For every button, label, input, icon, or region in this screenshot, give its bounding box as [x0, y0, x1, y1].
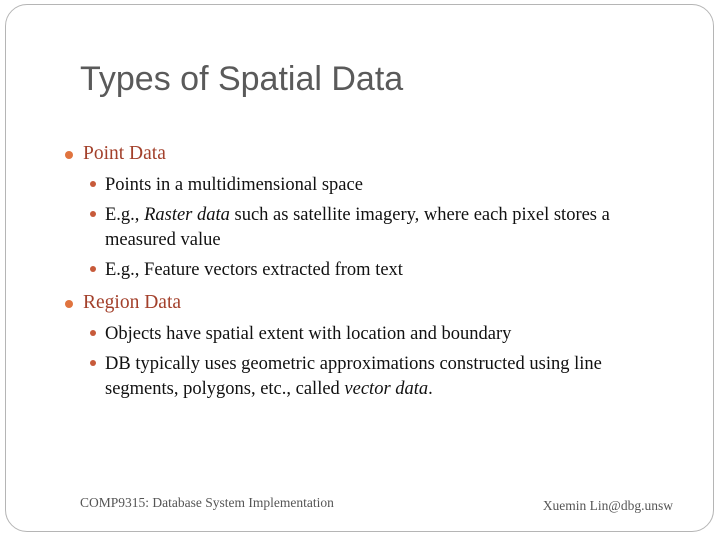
sub-bullet — [105, 258, 403, 283]
bullet-point-data — [83, 143, 166, 165]
slide-title: Types of Spatial Data — [80, 60, 404, 98]
bullet-text: E.g., — [105, 205, 145, 225]
bullet-icon — [90, 266, 96, 272]
bullet-icon — [90, 330, 96, 336]
bullet-text: Points in a multidimensional space — [105, 175, 363, 195]
bullet-emphasis: vector data — [344, 379, 429, 399]
bullet-text: measured value — [105, 230, 221, 250]
sub-bullet — [105, 203, 610, 253]
bullet-icon — [65, 300, 73, 308]
bullet-icon — [90, 360, 96, 366]
sub-bullet — [105, 352, 602, 402]
bullet-label: Region Data — [83, 292, 182, 313]
footer-course: COMP9315: Database System Implementation — [80, 495, 334, 510]
bullet-text: such as satellite imagery, where each pixel stores a — [229, 205, 610, 225]
footer-author: Xuemin Lin@dbg.unsw — [542, 498, 673, 513]
bullet-icon — [90, 181, 96, 187]
bullet-icon — [65, 151, 73, 159]
bullet-text: segments, polygons, etc., called — [105, 379, 345, 399]
sub-bullet — [105, 322, 511, 347]
bullet-text: DB typically uses geometric approximations constructed using line — [105, 354, 602, 374]
bullet-emphasis: Raster data — [144, 205, 230, 225]
bullet-text: . — [428, 379, 433, 399]
bullet-icon — [90, 211, 96, 217]
bullet-region-data — [83, 292, 181, 314]
sub-bullet — [105, 173, 363, 198]
bullet-text: Objects have spatial extent with location and boundary — [105, 324, 512, 344]
bullet-text: E.g., Feature vectors extracted from text — [105, 260, 403, 280]
bullet-label: Point Data — [83, 143, 166, 164]
